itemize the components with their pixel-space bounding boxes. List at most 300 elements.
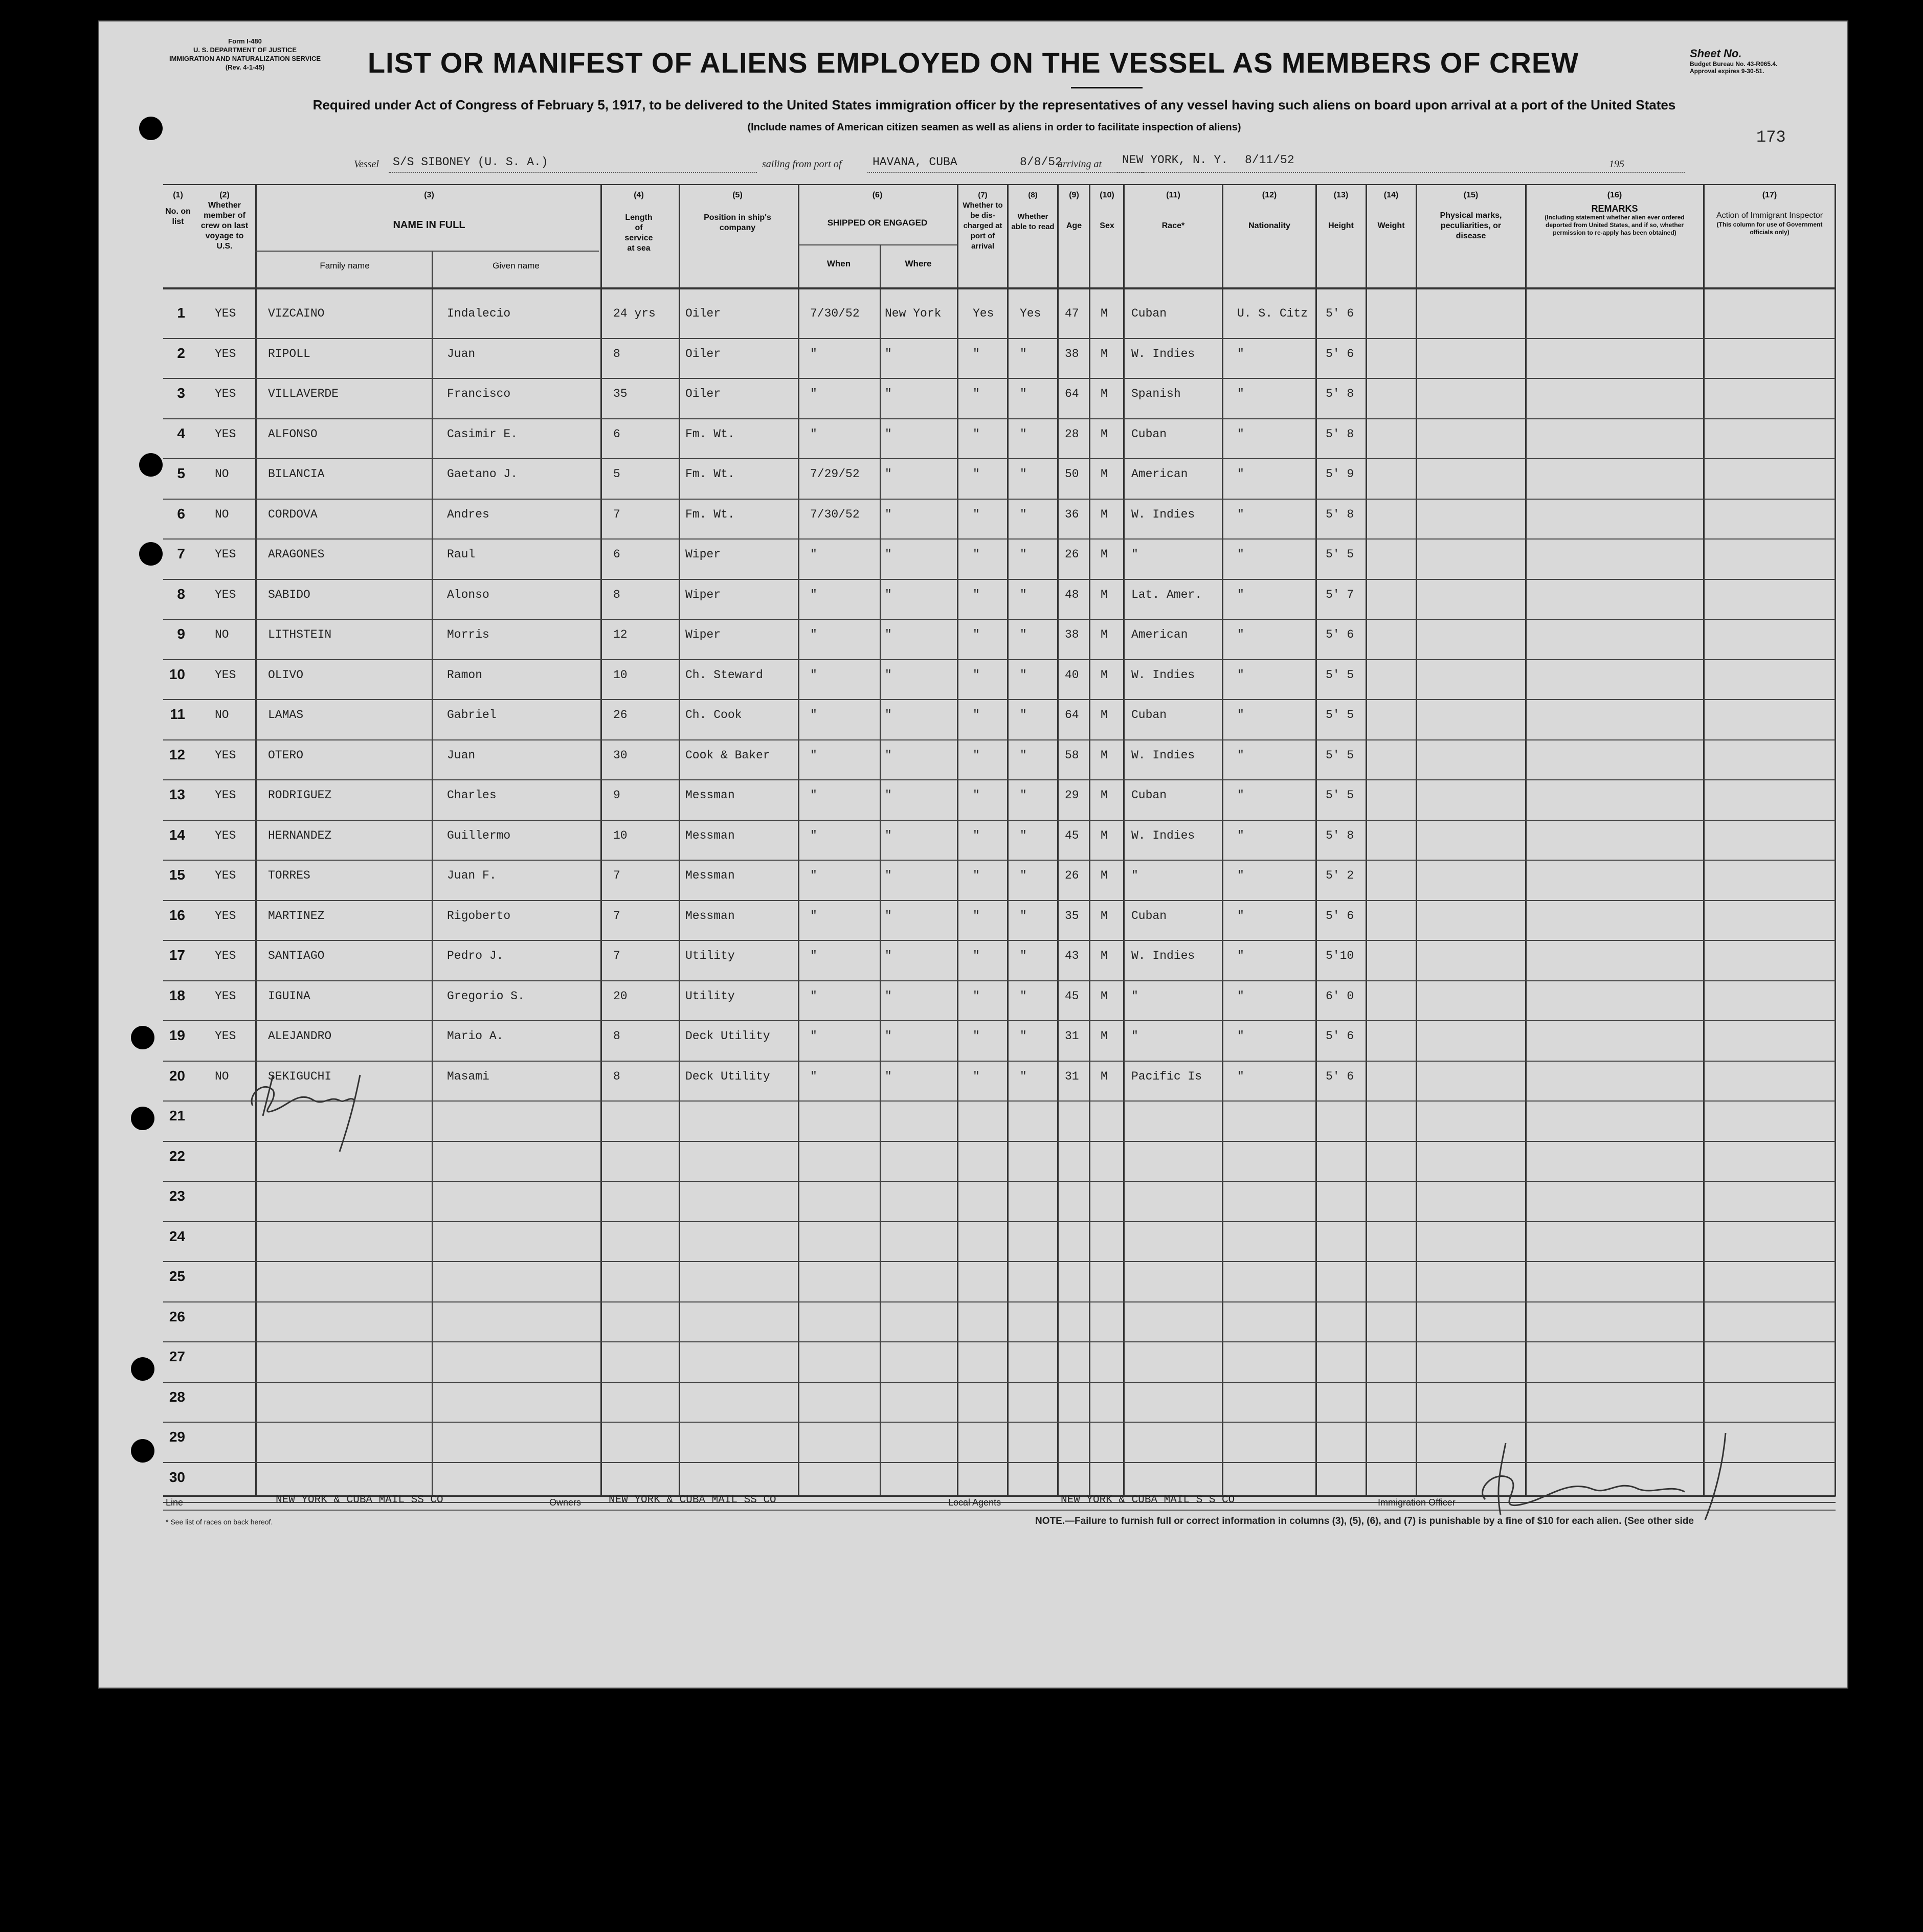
family-name-header: Family name: [320, 261, 370, 271]
cell-sex: M: [1101, 869, 1108, 882]
page-number: 173: [1756, 128, 1786, 147]
arriving-port: NEW YORK, N. Y.: [1122, 153, 1228, 167]
row-rule: [163, 699, 1836, 700]
when-header: When: [826, 259, 851, 268]
col-1-header: (1) No. on list: [165, 191, 191, 226]
cell-family: LAMAS: [268, 708, 304, 722]
cell-age: 26: [1065, 869, 1079, 882]
sailing-date: 8/8/52: [1020, 155, 1062, 169]
cell-position: Ch. Steward: [685, 668, 763, 682]
row-rule: [163, 1382, 1836, 1383]
cell-age: 31: [1065, 1069, 1079, 1083]
cell-last: YES: [215, 828, 236, 842]
cell-age: 58: [1065, 748, 1079, 762]
cell-given: Indalecio: [447, 307, 511, 320]
cell-last: NO: [215, 507, 229, 521]
row-number: 9: [177, 626, 185, 642]
cell-disch: ": [973, 347, 980, 361]
cell-age: 38: [1065, 628, 1079, 641]
cell-family: SANTIAGO: [268, 949, 325, 962]
cell-nat: ": [1237, 869, 1244, 882]
form-number: Form I-480: [228, 37, 262, 45]
cell-height: 5' 7: [1326, 588, 1354, 601]
cell-last: YES: [215, 909, 236, 923]
cell-last: YES: [215, 949, 236, 962]
sailing-label: sailing from port of: [762, 159, 842, 170]
cell-disch: ": [973, 869, 980, 882]
cell-read: ": [1020, 708, 1027, 722]
row-rule: [163, 860, 1836, 861]
arriving-label: arriving at: [1058, 159, 1102, 170]
subnote: (Include names of American citizen seamen as well as aliens in order to facilitate inspection of aliens): [747, 122, 1241, 133]
cell-height: 5'10: [1326, 949, 1354, 962]
cell-race: W. Indies: [1131, 668, 1195, 682]
signature-mark: [242, 1044, 386, 1167]
cell-read: ": [1020, 909, 1027, 923]
col-17-header: (17) Action of Immigrant Inspector (This column for use of Government officials only): [1716, 191, 1823, 236]
cell-height: 5' 6: [1326, 1069, 1354, 1083]
col-6-header: SHIPPED OR ENGAGED: [827, 218, 928, 228]
cell-service: 30: [613, 748, 628, 762]
row-rule: [163, 378, 1836, 379]
cell-where: ": [885, 548, 892, 561]
column-divider: [600, 184, 602, 1496]
approval-expiry: Approval expires 9-30-51.: [1690, 68, 1764, 75]
cell-age: 40: [1065, 668, 1079, 682]
cell-given: Juan: [447, 347, 476, 361]
binder-hole: [139, 117, 163, 140]
row-rule: [163, 338, 1836, 339]
row-rule: [163, 980, 1836, 981]
cell-when: ": [810, 869, 817, 882]
cell-disch: ": [973, 789, 980, 802]
cell-when: 7/29/52: [810, 467, 860, 481]
cell-sex: M: [1101, 708, 1108, 722]
cell-sex: M: [1101, 307, 1108, 320]
cell-race: W. Indies: [1131, 828, 1195, 842]
races-note: * See list of races on back hereof.: [166, 1518, 273, 1526]
cell-when: ": [810, 989, 817, 1003]
cell-service: 10: [613, 668, 628, 682]
cell-where: ": [885, 828, 892, 842]
cell-disch: ": [973, 387, 980, 400]
row-number: 21: [169, 1108, 185, 1124]
cell-position: Fm. Wt.: [685, 427, 735, 441]
cell-read: ": [1020, 989, 1027, 1003]
cell-race: ": [1131, 989, 1138, 1003]
cell-age: 36: [1065, 507, 1079, 521]
cell-read: ": [1020, 628, 1027, 641]
cell-service: 8: [613, 588, 620, 601]
cell-where: ": [885, 668, 892, 682]
cell-last: YES: [215, 548, 236, 561]
col-14-header: (14) Weight: [1377, 191, 1405, 230]
cell-sex: M: [1101, 909, 1108, 923]
cell-read: ": [1020, 869, 1027, 882]
column-divider: [1525, 184, 1527, 1496]
cell-age: 38: [1065, 347, 1079, 361]
cell-family: TORRES: [268, 869, 310, 882]
cell-where: ": [885, 467, 892, 481]
cell-position: Messman: [685, 828, 735, 842]
given-name-header: Given name: [493, 261, 540, 271]
shipped-subheader-rule: [798, 244, 957, 245]
cell-position: Messman: [685, 909, 735, 923]
cell-given: Mario A.: [447, 1029, 504, 1043]
binder-hole: [131, 1107, 154, 1130]
cell-service: 26: [613, 708, 628, 722]
cell-where: ": [885, 628, 892, 641]
row-rule: [163, 1061, 1836, 1062]
cell-family: ARAGONES: [268, 548, 325, 561]
cell-where: ": [885, 1069, 892, 1083]
cell-sex: M: [1101, 949, 1108, 962]
row-number: 15: [169, 867, 185, 883]
cell-given: Alonso: [447, 588, 489, 601]
cell-race: ": [1131, 548, 1138, 561]
cell-nat: ": [1237, 668, 1244, 682]
cell-sex: M: [1101, 387, 1108, 400]
cell-where: ": [885, 347, 892, 361]
cell-disch: ": [973, 427, 980, 441]
row-number: 30: [169, 1469, 185, 1485]
cell-service: 7: [613, 869, 620, 882]
cell-position: Oiler: [685, 387, 721, 400]
cell-nat: ": [1237, 949, 1244, 962]
cell-family: BILANCIA: [268, 467, 325, 481]
row-number: 3: [177, 385, 185, 401]
name-subheader-rule: [255, 251, 599, 252]
row-number: 18: [169, 987, 185, 1003]
owners-label: Owners: [549, 1497, 582, 1508]
cell-position: Cook & Baker: [685, 748, 770, 762]
row-rule: [163, 1221, 1836, 1222]
cell-disch: ": [973, 548, 980, 561]
column-divider: [1007, 184, 1009, 1496]
column-divider: [1057, 184, 1059, 1496]
cell-height: 5' 6: [1326, 909, 1354, 923]
cell-disch: ": [973, 467, 980, 481]
agents-value: NEW YORK & CUBA MAIL S S CO: [1061, 1494, 1235, 1506]
cell-position: Utility: [685, 949, 735, 962]
row-rule: [163, 1181, 1836, 1182]
cell-sex: M: [1101, 628, 1108, 641]
cell-service: 35: [613, 387, 628, 400]
cell-sex: M: [1101, 548, 1108, 561]
manifest-sheet: [98, 20, 1848, 1689]
binder-hole: [131, 1357, 154, 1381]
row-number: 24: [169, 1228, 185, 1244]
cell-where: ": [885, 387, 892, 400]
cell-nat: U. S. Citz: [1237, 307, 1308, 320]
page-title: LIST OR MANIFEST OF ALIENS EMPLOYED ON THE VESSEL AS MEMBERS OF CREW: [367, 47, 1579, 79]
cell-when: ": [810, 628, 817, 641]
cell-age: 47: [1065, 307, 1079, 320]
cell-when: ": [810, 387, 817, 400]
cell-when: ": [810, 548, 817, 561]
cell-when: ": [810, 1069, 817, 1083]
cell-height: 5' 6: [1326, 628, 1354, 641]
row-number: 29: [169, 1429, 185, 1445]
cell-position: Messman: [685, 789, 735, 802]
cell-nat: ": [1237, 1029, 1244, 1043]
row-number: 16: [169, 907, 185, 923]
cell-last: YES: [215, 1029, 236, 1043]
col-11-header: (11) Race*: [1161, 191, 1185, 230]
cell-where: ": [885, 427, 892, 441]
cell-position: Wiper: [685, 548, 721, 561]
cell-when: ": [810, 949, 817, 962]
cell-given: Andres: [447, 507, 489, 521]
cell-read: ": [1020, 828, 1027, 842]
cell-height: 5' 8: [1326, 387, 1354, 400]
cell-last: YES: [215, 989, 236, 1003]
row-number: 13: [169, 787, 185, 802]
department: U. S. DEPARTMENT OF JUSTICE: [193, 46, 297, 54]
cell-disch: ": [973, 708, 980, 722]
cell-last: YES: [215, 427, 236, 441]
row-rule: [163, 458, 1836, 459]
column-divider: [1315, 184, 1317, 1496]
cell-sex: M: [1101, 507, 1108, 521]
cell-read: ": [1020, 748, 1027, 762]
cell-race: American: [1131, 467, 1188, 481]
cell-race: W. Indies: [1131, 507, 1195, 521]
cell-read: Yes: [1020, 307, 1041, 320]
cell-disch: ": [973, 949, 980, 962]
cell-family: VILLAVERDE: [268, 387, 339, 400]
cell-height: 5' 6: [1326, 307, 1354, 320]
row-number: 8: [177, 586, 185, 602]
cell-age: 64: [1065, 708, 1079, 722]
cell-service: 8: [613, 1069, 620, 1083]
cell-given: Francisco: [447, 387, 511, 400]
cell-sex: M: [1101, 347, 1108, 361]
cell-given: Juan F.: [447, 869, 497, 882]
row-number: 23: [169, 1188, 185, 1204]
cell-disch: ": [973, 1069, 980, 1083]
cell-when: ": [810, 427, 817, 441]
cell-nat: ": [1237, 427, 1244, 441]
cell-last: YES: [215, 387, 236, 400]
cell-race: Cuban: [1131, 427, 1167, 441]
cell-given: Rigoberto: [447, 909, 511, 923]
cell-service: 8: [613, 347, 620, 361]
penalty-note: NOTE.—Failure to furnish full or correct information in columns (3), (5), (6), and (7) is punishable by a fine of $10 for each alien. (See other side: [1035, 1516, 1694, 1526]
cell-disch: ": [973, 748, 980, 762]
cell-race: W. Indies: [1131, 748, 1195, 762]
cell-age: 45: [1065, 989, 1079, 1003]
cell-family: OTERO: [268, 748, 304, 762]
row-rule: [163, 1341, 1836, 1342]
cell-nat: ": [1237, 828, 1244, 842]
cell-when: ": [810, 909, 817, 923]
row-number: 7: [177, 546, 185, 561]
cell-where: ": [885, 588, 892, 601]
row-rule: [163, 820, 1836, 821]
col-5-header: (5) Position in ship's company: [704, 191, 771, 232]
row-rule: [163, 739, 1836, 740]
cell-position: Messman: [685, 869, 735, 882]
cell-position: Fm. Wt.: [685, 507, 735, 521]
cell-nat: ": [1237, 628, 1244, 641]
cell-disch: ": [973, 507, 980, 521]
cell-when: 7/30/52: [810, 507, 860, 521]
cell-nat: ": [1237, 909, 1244, 923]
cell-nat: ": [1237, 548, 1244, 561]
cell-position: Oiler: [685, 347, 721, 361]
cell-read: ": [1020, 467, 1027, 481]
cell-where: ": [885, 789, 892, 802]
row-number: 6: [177, 505, 185, 522]
row-rule: [163, 1141, 1836, 1142]
cell-last: NO: [215, 1069, 229, 1083]
table-header-rule: [163, 287, 1836, 289]
row-number: 1: [177, 305, 185, 321]
cell-where: ": [885, 909, 892, 923]
cell-sex: M: [1101, 748, 1108, 762]
cell-height: 5' 5: [1326, 708, 1354, 722]
cell-family: SEKIGUCHI: [268, 1069, 332, 1083]
officer-label: Immigration Officer: [1378, 1497, 1456, 1508]
cell-age: 50: [1065, 467, 1079, 481]
row-number: 20: [169, 1067, 185, 1084]
col-7-header: (7) Whether to be dis-charged at port of arrival: [963, 191, 1003, 251]
column-divider: [432, 251, 433, 1496]
row-number: 10: [169, 666, 185, 682]
cell-age: 31: [1065, 1029, 1079, 1043]
cell-disch: ": [973, 628, 980, 641]
cell-height: 5' 5: [1326, 748, 1354, 762]
row-number: 5: [177, 465, 185, 481]
cell-disch: Yes: [973, 307, 994, 320]
col-16-header: (16) REMARKS (Including statement whether alien ever ordered deported from United States, and if so, whether permission to re-apply has been obtained): [1545, 191, 1685, 236]
cell-age: 45: [1065, 828, 1079, 842]
cell-age: 35: [1065, 909, 1079, 923]
cell-where: ": [885, 1029, 892, 1043]
cell-position: Deck Utility: [685, 1069, 770, 1083]
col-15-header: (15) Physical marks, peculiarities, or disease: [1440, 191, 1502, 240]
row-rule: [163, 1100, 1836, 1102]
cell-nat: ": [1237, 588, 1244, 601]
col-3-number: (3): [424, 191, 434, 199]
cell-given: Charles: [447, 789, 497, 802]
cell-given: Gabriel: [447, 708, 497, 722]
cell-read: ": [1020, 668, 1027, 682]
cell-last: YES: [215, 307, 236, 320]
cell-sex: M: [1101, 467, 1108, 481]
row-number: 28: [169, 1388, 185, 1405]
officer-signature: [1465, 1423, 1751, 1525]
cell-last: YES: [215, 668, 236, 682]
vessel-name: S/S SIBONEY (U. S. A.): [393, 155, 548, 169]
column-divider: [798, 184, 799, 1496]
column-divider: [880, 244, 881, 1496]
col-12-header: (12) Nationality: [1248, 191, 1290, 230]
column-divider: [1835, 184, 1836, 1496]
year-label: 195: [1609, 159, 1624, 170]
cell-age: 26: [1065, 548, 1079, 561]
cell-when: ": [810, 789, 817, 802]
budget-bureau: Budget Bureau No. 43-R065.4.: [1690, 60, 1778, 68]
cell-where: ": [885, 869, 892, 882]
cell-nat: ": [1237, 347, 1244, 361]
col-4-header: (4) Length of service at sea: [624, 191, 653, 253]
cell-given: Pedro J.: [447, 949, 504, 962]
sheet-label: Sheet No.: [1690, 47, 1742, 60]
cell-family: RODRIGUEZ: [268, 789, 332, 802]
row-rule: [163, 538, 1836, 540]
sailing-port: HAVANA, CUBA: [873, 155, 957, 169]
row-rule: [163, 900, 1836, 901]
cell-read: ": [1020, 789, 1027, 802]
column-divider: [1089, 184, 1090, 1496]
cell-read: ": [1020, 507, 1027, 521]
cell-given: Casimir E.: [447, 427, 518, 441]
cell-last: NO: [215, 708, 229, 722]
column-divider: [255, 184, 257, 1496]
cell-position: Oiler: [685, 307, 721, 320]
cell-sex: M: [1101, 1069, 1108, 1083]
cell-service: 7: [613, 507, 620, 521]
cell-race: Cuban: [1131, 708, 1167, 722]
cell-height: 5' 2: [1326, 869, 1354, 882]
col-2-header: (2) Whether member of crew on last voyage to U.S.: [200, 191, 249, 251]
row-rule: [163, 659, 1836, 660]
cell-family: VIZCAINO: [268, 307, 325, 320]
row-number: 19: [169, 1027, 185, 1043]
column-divider: [1123, 184, 1125, 1496]
cell-read: ": [1020, 588, 1027, 601]
sheet-block: [1690, 47, 1833, 75]
cell-height: 5' 5: [1326, 789, 1354, 802]
cell-read: ": [1020, 427, 1027, 441]
cell-when: ": [810, 748, 817, 762]
row-number: 22: [169, 1148, 185, 1164]
row-number: 14: [169, 826, 185, 843]
cell-read: ": [1020, 1069, 1027, 1083]
form-revision: (Rev. 4-1-45): [225, 63, 265, 71]
cell-service: 6: [613, 427, 620, 441]
line-value: NEW YORK & CUBA MAIL SS CO: [276, 1494, 443, 1506]
col-3-header: NAME IN FULL: [393, 219, 465, 231]
cell-family: RIPOLL: [268, 347, 310, 361]
cell-service: 12: [613, 628, 628, 641]
row-rule: [163, 579, 1836, 580]
cell-service: 7: [613, 949, 620, 962]
cell-disch: ": [973, 828, 980, 842]
cell-age: 48: [1065, 588, 1079, 601]
cell-read: ": [1020, 347, 1027, 361]
cell-race: ": [1131, 1029, 1138, 1043]
cell-height: 5' 8: [1326, 507, 1354, 521]
cell-race: Cuban: [1131, 307, 1167, 320]
cell-family: LITHSTEIN: [268, 628, 332, 641]
owners-value: NEW YORK & CUBA MAIL SS CO: [609, 1494, 776, 1506]
cell-height: 5' 6: [1326, 347, 1354, 361]
binder-hole: [131, 1026, 154, 1049]
cell-race: Cuban: [1131, 909, 1167, 923]
cell-age: 29: [1065, 789, 1079, 802]
cell-height: 5' 5: [1326, 548, 1354, 561]
cell-family: ALFONSO: [268, 427, 318, 441]
cell-sex: M: [1101, 668, 1108, 682]
col-13-header: (13) Height: [1328, 191, 1354, 230]
cell-disch: ": [973, 989, 980, 1003]
cell-height: 5' 8: [1326, 828, 1354, 842]
cell-sex: M: [1101, 427, 1108, 441]
cell-last: YES: [215, 869, 236, 882]
